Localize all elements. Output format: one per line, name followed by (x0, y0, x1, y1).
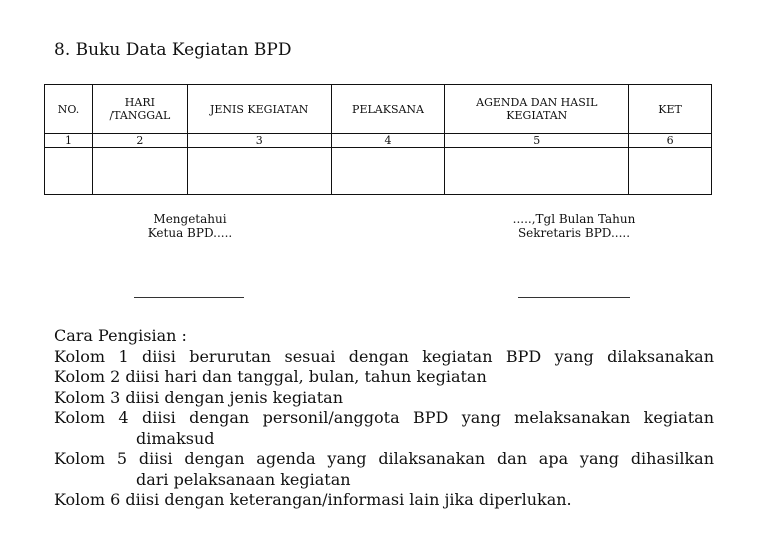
instruction-item: Kolom 4 diisi dengan personil/anggota BPD yang melaksanakan kegiatan (54, 408, 714, 427)
signature-line-right (518, 297, 630, 298)
empty-cell (331, 148, 445, 195)
empty-cell (92, 148, 187, 195)
instructions-heading: Cara Pengisian : (54, 326, 187, 345)
table-header-row (45, 85, 712, 134)
header-day-date-text: HARI /TANGGAL (109, 96, 171, 122)
header-agenda-result (445, 85, 629, 134)
instruction-item: Kolom 1 diisi berurutan sesuai dengan kegiatan BPD yang dilaksanakan (54, 346, 714, 366)
signature-block-right (494, 212, 654, 240)
signature-left-role: Ketua BPD..... (147, 226, 233, 240)
column-number: 4 (331, 134, 445, 148)
filling-instructions (54, 326, 714, 511)
instruction-item: Kolom 6 diisi dengan keterangan/informasi lain jika diperlukan. (54, 490, 572, 509)
header-day-date (92, 85, 187, 134)
column-number: 5 (445, 134, 629, 148)
column-number: 3 (187, 134, 331, 148)
column-number: 6 (629, 134, 712, 148)
instruction-item-continuation: dari pelaksanaan kegiatan (136, 469, 351, 489)
header-executor: PELAKSANA (331, 85, 445, 134)
header-notes: KET (629, 85, 712, 134)
empty-cell (629, 148, 712, 195)
header-activity-type: JENIS KEGIATAN (187, 85, 331, 134)
instruction-item-continuation: dimaksud (136, 428, 215, 448)
empty-cell (445, 148, 629, 195)
column-number: 2 (92, 134, 187, 148)
header-agenda-result-text: AGENDA DAN HASIL KEGIATAN (476, 96, 598, 122)
empty-cell (187, 148, 331, 195)
empty-table-row (45, 148, 712, 195)
column-number-row (45, 134, 712, 148)
column-number: 1 (45, 134, 93, 148)
activity-data-table (44, 84, 712, 195)
empty-cell (45, 148, 93, 195)
instruction-item: Kolom 2 diisi hari dan tanggal, bulan, tahun kegiatan (54, 367, 487, 386)
instruction-item: Kolom 3 diisi dengan jenis kegiatan (54, 387, 343, 407)
signature-line-left (134, 297, 244, 298)
signature-left-acknowledged: Mengetahui (153, 212, 227, 226)
signature-block-left (110, 212, 270, 240)
header-no: NO. (45, 85, 93, 134)
page-title: 8. Buku Data Kegiatan BPD (54, 40, 292, 60)
signature-right-date: .....,Tgl Bulan Tahun (512, 212, 636, 226)
instruction-item: Kolom 5 diisi dengan agenda yang dilaksanakan dan apa yang dihasilkan (54, 449, 714, 468)
signature-right-role: Sekretaris BPD..... (517, 226, 631, 240)
